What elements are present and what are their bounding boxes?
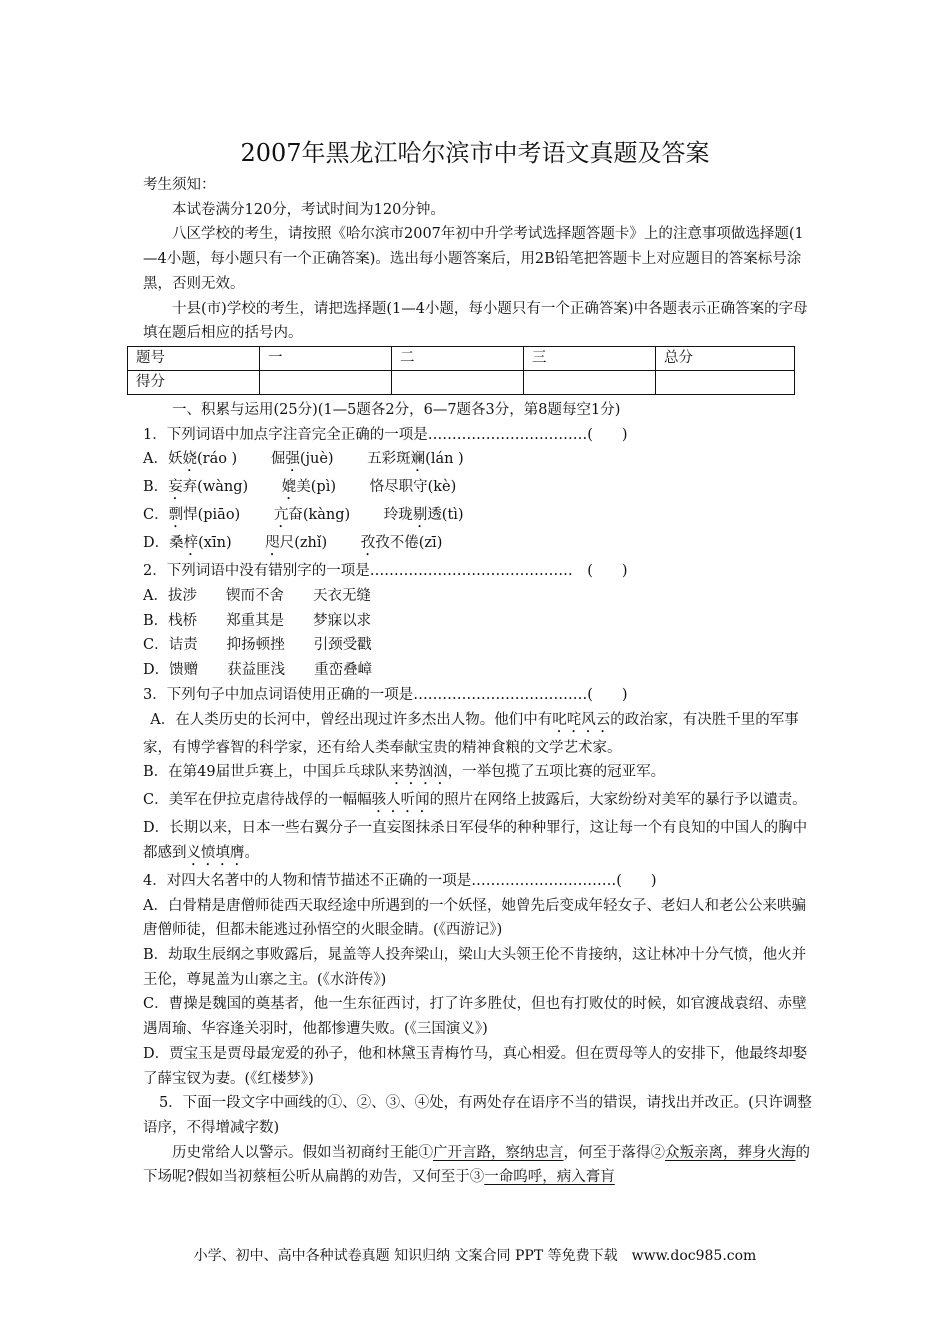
underlined-phrase: 广开言路，察纳忠言 [433,1144,564,1161]
dotted-phrase: 来势汹汹 [389,764,448,781]
question-4-option-d: D．贾宝玉是贾母最宠爱的孙子，他和林黛玉青梅竹马，真心相爱。但在贾母等人的安排下，他最终却娶了薛宝钗为妻。(《红楼梦》) [143,1045,808,1087]
option-text: 。 [244,844,259,861]
option-text: ，一举包揽了五项比赛的冠亚军。 [447,764,666,781]
page-footer: 小学、初中、高中各种试卷真题 知识归纳 文案合同 PPT 等免费下载 www.doc985.com [193,1248,757,1264]
score-cell: 总分 [656,346,795,370]
notice-paragraph-3: 十县(市)学校的考生，请把选择题(1—4小题，每小题只有一个正确答案)中各题表示正确答案的字母填在题后相应的括号内。 [143,300,808,342]
score-cell: 三 [524,346,656,370]
option-text: C． [143,507,169,524]
question-5-stem: 5．下面一段文字中画线的①、②、③、④处，有两处存在语序不当的错误，请找出并改正。(只许调整语序，不得增减字数) [143,1095,812,1136]
question-2-option-d: D．馈赠 获益匪浅 重峦叠嶂 [143,662,373,679]
notice-paragraph-2: 八区学校的考生，请按照《哈尔滨市2007年初中升学考试选择题答题卡》上的注意事项做选择题(1—4小题，每小题只有一个正确答案)。选出每小题答案后，用2B铅笔把答题卡上对应题目的答案标号涂黑，否则无效。 [143,226,804,292]
option-text: 奋(kàng) 玲珑 [288,507,413,524]
option-text: 尺(zhǐ) [279,535,361,552]
option-text: B．在第49届世乒赛上，中国乒乓球队 [143,764,390,781]
dotted-character: 妄 [168,479,183,496]
option-text: (lán ) [425,451,464,468]
dotted-phrase: 骇人听闻 [371,792,430,809]
question-1-option-d [143,531,813,559]
score-cell: 二 [392,346,524,370]
option-text: A．在人类历史的长河中，曾经出现过许多杰出人物。他们中有 [150,711,553,728]
dotted-character: 亢 [273,507,289,524]
document-title: 2007年黑龙江哈尔滨市中考语文真题及答案 [240,139,710,167]
score-cell: 一 [260,346,392,370]
question-2-option-c: C．诘责 抑扬顿挫 引颈受戳 [143,637,372,654]
passage-text: ，何至于落得② [563,1144,665,1161]
dotted-phrase: 义愤填膺 [186,844,245,861]
passage-text: 历史常给人以警示。假如当初商纣王能① [172,1144,433,1161]
score-table [127,346,795,395]
question-1-option-b [143,475,813,503]
option-text: 妖 [167,451,183,468]
question-2-option-b: B．栈桥 郑重其是 梦寐以求 [143,612,372,629]
score-cell: 得分 [128,370,260,394]
question-3-option-d [143,816,813,869]
section-heading: 一、积累与运用(25分)(1—5题各2分，6—7题各3分，第8题每空1分) [172,401,621,418]
question-3-option-b [143,760,813,788]
option-text: 的照片在网络上披露后，大家纷纷对美军的暴行予以谴责。 [429,792,807,809]
notice-paragraph-1: 本试卷满分120分，考试时间为120分钟。 [172,201,445,218]
score-cell: 题号 [128,346,260,370]
question-4-option-b: B．劫取生辰纲之事败露后，晁盖等人投奔梁山，梁山大头领王伦不肯接纳，这让林冲十分气愤，他火并王伦，尊晁盖为山寨之主。(《水浒传》) [143,947,807,988]
dotted-character: 斓 [410,451,426,468]
option-text: B． [143,479,169,496]
score-table-score-row [128,370,795,394]
question-3-option-c [143,788,813,816]
question-4-stem: 4．对四大名著中的人物和情节描述不正确的一项是…………………………( ) [143,872,657,889]
option-text: C．美军在伊拉克虐待战俘的一幅幅 [143,792,372,809]
question-1-option-c [143,503,813,531]
dotted-character: 剔 [412,507,428,524]
dotted-character: 咫 [265,535,280,552]
question-1-stem: 1．下列词语中加点字注音完全正确的一项是……………………………( ) [143,426,628,443]
question-2-stem: 2．下列词语中没有错别字的一项是…………………………………… ( ) [143,563,628,580]
dotted-character: 梓 [183,535,199,552]
underlined-phrase: 一命呜呼，病入膏肓 [484,1169,615,1186]
score-blank-cell [392,370,524,394]
notice-heading: 考生须知： [143,177,216,193]
question-4-option-a: A．白骨精是唐僧师徒西天取经途中所遇到的一个妖怪，她曾先后变成年轻女子、老妇人和老公公来哄骗唐僧师徒，但都未能逃过孙悟空的火眼金睛。(《西游记》) [143,897,806,939]
question-2-option-a: A．拔涉 锲而不舍 天衣无缝 [143,588,371,605]
dotted-character: 娆 [182,451,197,468]
option-text: A． [143,451,168,468]
score-table-header-row [128,346,795,370]
dotted-character: 孜 [360,535,376,552]
question-3-option-a [143,708,813,761]
option-text: 孜不倦(zī) [375,535,443,552]
question-3-stem: 3．下列句子中加点词语使用正确的一项是………………………………( ) [143,686,628,703]
option-text: D．桑 [143,535,184,552]
option-text: 弃(wàng) [182,479,282,496]
option-text: 悍(piāo) [183,507,274,524]
option-text: (xīn) [198,535,266,552]
question-5-passage [143,1141,813,1190]
dotted-character: 强 [285,451,300,468]
score-blank-cell [524,370,656,394]
dotted-character: 媲 [281,479,297,496]
score-blank-cell [260,370,392,394]
option-text: (ráo ) 倔 [196,451,286,468]
score-blank-cell [656,370,795,394]
option-text: 的政治家，有决胜千里的军事家，有博学睿智的科学家，还有给人类奉献宝贵的精神食粮的文学艺术家。 [143,711,799,756]
question-1-option-a [143,447,813,475]
dotted-character: 剽 [168,507,184,524]
passage-text: 的下场呢?假如当初蔡桓公听从扁鹊的劝告，又何至于③ [143,1144,810,1186]
option-text: 美(pì) 恪尽职守(kè) [296,479,457,496]
underlined-phrase: 众叛亲离，葬身火海 [665,1144,796,1161]
option-text: (juè) 五彩斑 [299,451,411,468]
option-text: D．长期以来，日本一些右翼分子一直妄图抹杀日军侵华的种种罪行，这让每一个有良知的中国人的胸中都感到 [143,820,808,861]
document-body [136,173,813,1190]
question-4-option-c: C．曹操是魏国的奠基者，他一生东征西讨，打了许多胜仗，但也有打败仗的时候，如官渡战袁绍、赤壁遇周瑜、华容逢关羽时，他都惨遭失败。(《三国演义》) [143,996,807,1038]
dotted-phrase: 叱咤风云 [552,711,611,728]
option-text: 透(tì) [427,507,464,524]
